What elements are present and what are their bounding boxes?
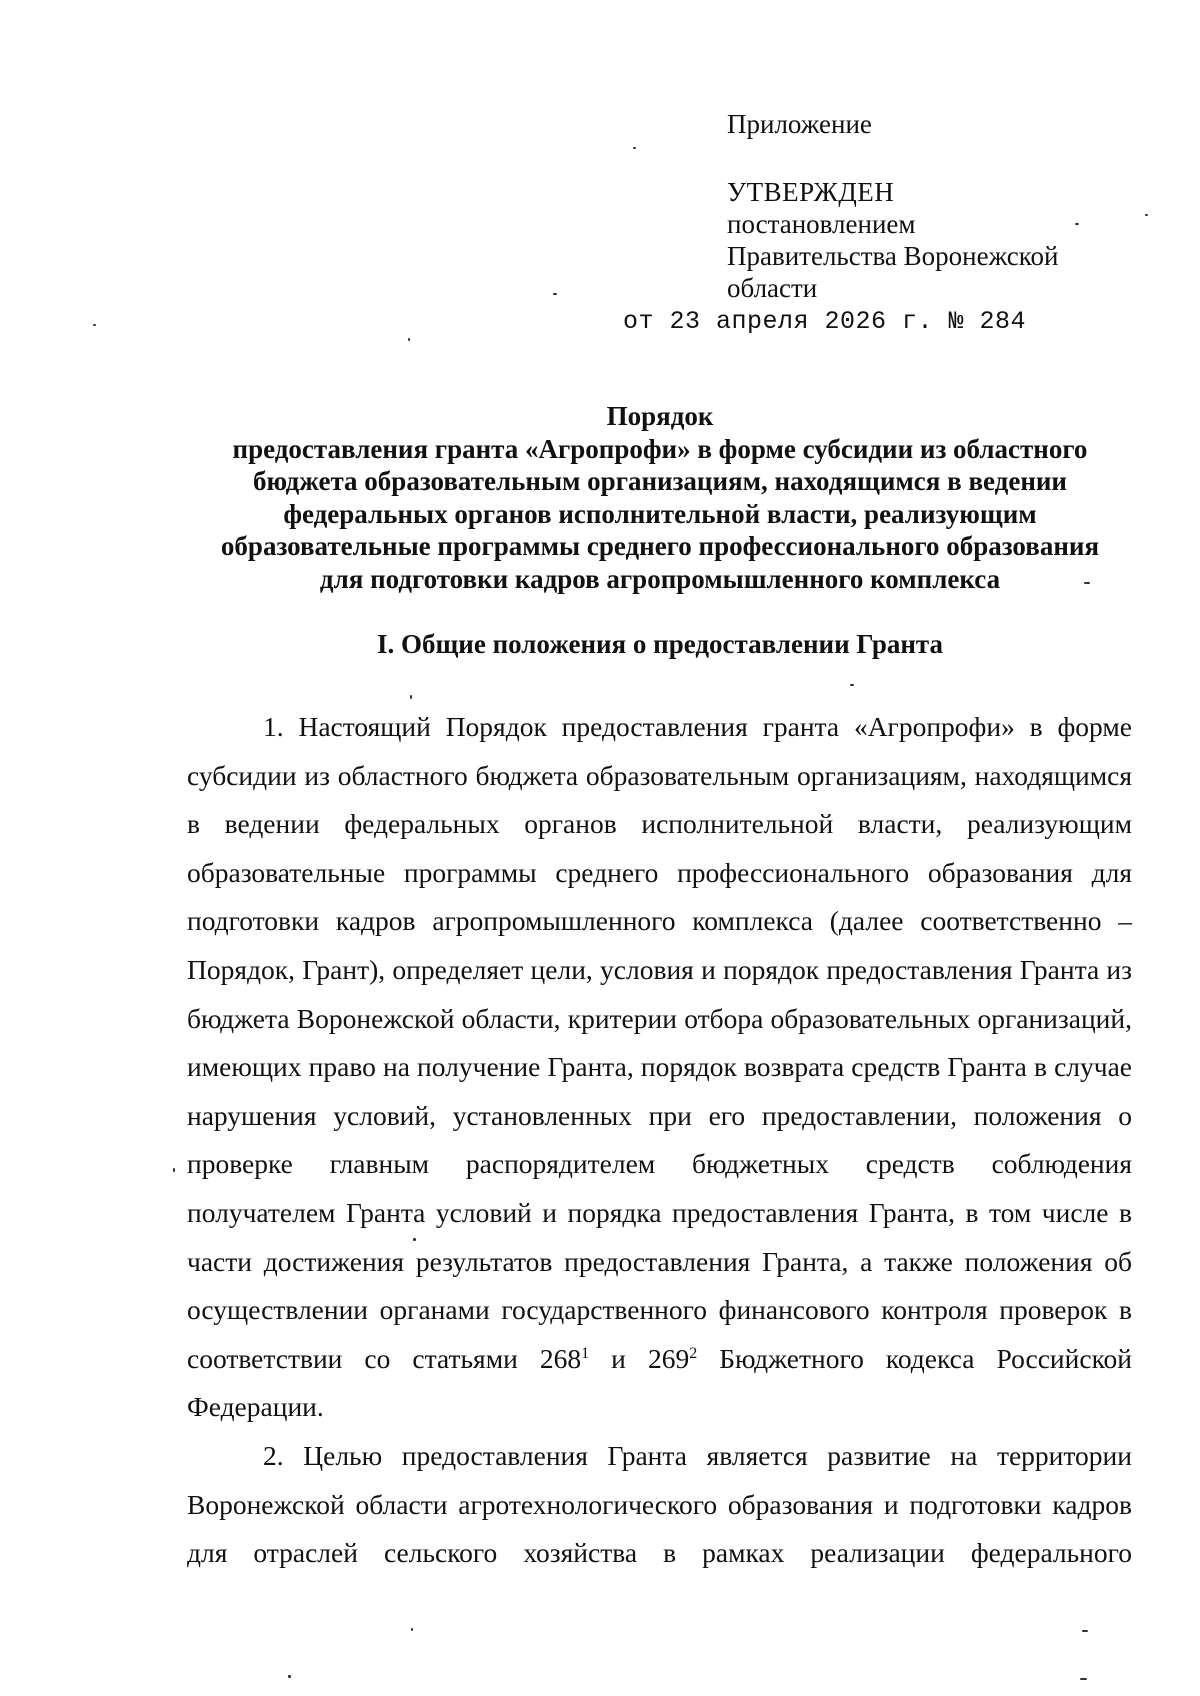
document-title	[140, 400, 1180, 595]
scan-speck	[1084, 582, 1090, 584]
title-line: предоставления гранта «Агропрофи» в форме субсидии из областного	[232, 433, 1088, 464]
paragraph-1-text: 1. Настоящий Порядок предоставления гранта «Агропрофи» в форме субсидии из областного бюджета образовательным организациям, находящимся в ведении федеральных органов исполнительной власти, реализующим образовательные программы среднего профессионального образования для подготовки кадров агропромышленного комплекса (далее соответственно – Порядок, Грант), определяет цели, условия и порядок предоставления Гранта из бюджета Воронежской области, критерии отбора образовательных организаций, имеющих право на получение Гранта, порядок возврата средств Гранта в случае нарушения условий, установленных при его предоставлении, положения о проверке главным распорядителем бюджетных средств соблюдения получателем Гранта условий и порядка предоставления Гранта, в том числе в части достижения результатов предоставления Гранта, а также положения об осуществлении органами государственного финансового контроля проверок в соответствии со статьями	[187, 711, 1132, 1374]
scan-speck	[1080, 1678, 1087, 1680]
scan-speck	[413, 1238, 416, 1241]
paragraph-1	[187, 703, 1132, 1432]
scan-speck	[553, 293, 557, 295]
scan-speck	[93, 324, 96, 326]
scan-speck	[1082, 1630, 1088, 1632]
scan-speck	[850, 684, 854, 686]
paragraph-2: 2. Целью предоставления Гранта является развитие на территории Воронежской области агротехнологического образования и подготовки кадров для отраслей сельского хозяйства в рамках реализации федерального	[187, 1439, 1132, 1569]
approval-line: постановлением	[727, 209, 916, 239]
paragraph-1-end: Бюджетного кодекса Российской Федерации.	[187, 1342, 1132, 1423]
title-line: образовательные программы среднего профессионального образования	[220, 531, 1100, 561]
scan-speck	[1145, 214, 1148, 216]
scan-speck	[410, 695, 412, 699]
article-superscript: 1	[581, 1344, 590, 1362]
approval-line: Правительства Воронежской	[727, 241, 1059, 271]
section-heading: I. Общие положения о предоставлении Гранта	[376, 629, 944, 659]
scan-speck	[173, 1168, 175, 1172]
title-line: федеральных органов исполнительной власти, реализующим	[283, 498, 1037, 529]
scan-speck	[633, 147, 636, 149]
article-number: 269	[647, 1342, 690, 1374]
title-heading: Порядок	[606, 401, 714, 431]
article-superscript: 2	[689, 1344, 698, 1362]
approved-label: УТВЕРЖДЕН	[727, 177, 895, 207]
annex-label: Приложение	[727, 109, 872, 139]
article-number: 268	[539, 1342, 582, 1374]
scan-speck	[1075, 223, 1079, 225]
document-body	[187, 703, 1132, 1578]
approval-date: от 23 апреля 2026 г. № 284	[623, 307, 1027, 336]
scan-speck	[411, 1628, 413, 1631]
scan-speck	[288, 1675, 291, 1678]
title-line: для подготовки кадров агропромышленного комплекса	[319, 563, 1001, 594]
approval-line: области	[727, 273, 818, 303]
scan-speck	[408, 338, 410, 341]
title-line: бюджета образовательным организациям, находящимся в ведении	[253, 466, 1067, 496]
approval-block	[623, 108, 1147, 336]
conjunction: и	[611, 1342, 626, 1374]
